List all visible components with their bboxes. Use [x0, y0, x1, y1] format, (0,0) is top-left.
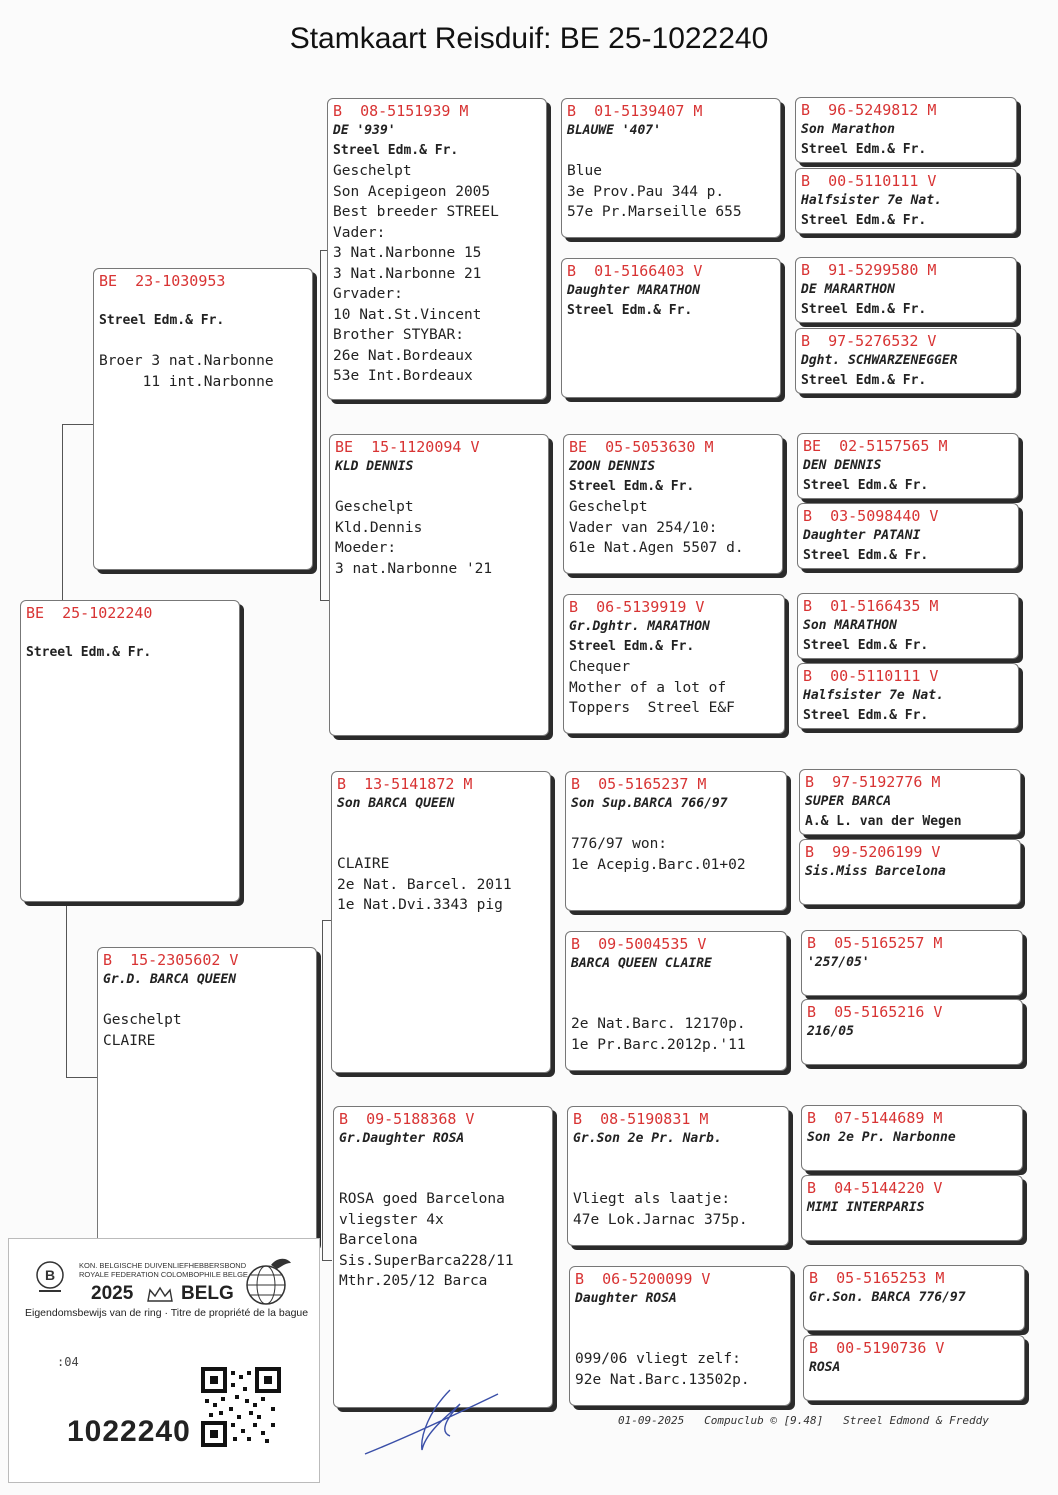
- pigeon-name: Daughter PATANI: [803, 528, 921, 543]
- pigeon-card-ggg11: [801, 930, 1023, 996]
- pigeon-name: DE MARARTHON: [801, 282, 895, 297]
- federation-logo: [33, 1259, 67, 1297]
- ownership-sticker: [8, 1238, 320, 1483]
- pigeon-name: Daughter MARATHON: [567, 283, 701, 298]
- footer-credits: 01-09-2025 Compuclub © [9.48] Streel Edmond & Freddy: [618, 1414, 989, 1427]
- performance-line: 3 nat.Narbonne '21: [335, 560, 493, 577]
- performance-line: Geschelpt: [335, 499, 414, 515]
- pigeon-name: Halfsister 7e Nat.: [803, 688, 944, 703]
- performance-line: Sis.SuperBarca228/11: [339, 1252, 514, 1269]
- pigeon-name: Sis.Miss Barcelona: [805, 864, 946, 879]
- performance-line: 61e Nat.Agen 5507 d.: [569, 540, 744, 556]
- page-title: Stamkaart Reisduif: BE 25-1022240: [289, 22, 769, 55]
- spacer: [337, 814, 545, 834]
- pigeon-card-ggg3: [795, 257, 1017, 323]
- performance-line: 1e Nat.Dvi.3343 pig: [337, 897, 503, 913]
- sticker-code: :04: [57, 1355, 79, 1369]
- owner-name: Streel Edm.& Fr.: [801, 302, 927, 317]
- pigeon-card-gg8: [569, 1266, 791, 1406]
- ring-number-header: B 09-5188368 V: [339, 1110, 475, 1128]
- sticker-year: 2025: [91, 1283, 134, 1304]
- owner-name: Streel Edm.& Fr.: [333, 143, 459, 158]
- owner-name: Streel Edm.& Fr.: [801, 213, 927, 228]
- pigeon-name: Halfsister 7e Nat.: [801, 193, 942, 208]
- ring-number-header: B 00-5110111 V: [801, 172, 937, 190]
- owner-name: Streel Edm.& Fr.: [99, 313, 225, 328]
- ring-number-header: B 06-5139919 V: [569, 598, 705, 616]
- ring-number-header: B 09-5004535 V: [571, 935, 707, 953]
- performance-line: Kld.Dennis: [335, 519, 423, 536]
- performance-line: 3 Nat.Narbonne 21: [333, 265, 482, 282]
- connector: [66, 1077, 98, 1078]
- performance-line: ROSA goed Barcelona: [339, 1191, 505, 1207]
- pigeon-name: 216/05: [807, 1024, 854, 1039]
- performance-line: Geschelpt: [333, 163, 412, 179]
- performance-line: Mother of a lot of: [569, 679, 727, 696]
- ring-number-header: B 05-5165253 M: [809, 1269, 945, 1287]
- owner-name: Streel Edm.& Fr.: [26, 645, 152, 660]
- pigeon-card-gg1: [561, 98, 781, 238]
- performance-line: Moeder:: [335, 540, 397, 556]
- pigeon-card-gg3: [563, 434, 783, 574]
- connector: [62, 424, 63, 604]
- owner-name: Streel Edm.& Fr.: [803, 478, 929, 493]
- spacer: [573, 1169, 783, 1189]
- spacer: [567, 141, 775, 161]
- pigeon-card-ggg13: [801, 1105, 1023, 1171]
- pigeon-card-dam-line-2: [333, 1106, 553, 1408]
- performance-line: Barcelona: [339, 1232, 418, 1248]
- performance-line: 3e Prov.Pau 344 p.: [567, 183, 725, 200]
- spacer: [571, 974, 781, 994]
- ring-number-header: BE 05-5053630 M: [569, 438, 714, 456]
- pigeon-card-ggg4: [795, 328, 1017, 394]
- pigeon-card-sire-line-2: [329, 434, 549, 736]
- performance-line: Geschelpt: [103, 1012, 182, 1028]
- connector: [320, 250, 321, 600]
- pigeon-card-subject: [20, 600, 240, 902]
- owner-name: Streel Edm.& Fr.: [569, 479, 695, 494]
- performance-line: Broer 3 nat.Narbonne: [99, 353, 274, 369]
- pigeon-card-ggg15: [803, 1265, 1025, 1331]
- pigeon-name: ZOON DENNIS: [569, 459, 656, 474]
- ring-number-header: B 07-5144689 M: [807, 1109, 943, 1127]
- performance-line: 26e Nat.Bordeaux: [333, 347, 473, 364]
- ring-number-header: B 01-5166435 M: [803, 597, 939, 615]
- ring-number-header: B 05-5165257 M: [807, 934, 943, 952]
- pigeon-card-dam-line-1: [331, 771, 551, 1073]
- performance-line: 2e Nat.Barc. 12170p.: [571, 1016, 746, 1032]
- pigeon-card-gg2: [561, 258, 781, 398]
- ring-number-header: BE 25-1022240: [26, 604, 153, 622]
- performance-line: CLAIRE: [337, 856, 390, 872]
- spacer: [575, 1309, 785, 1329]
- performance-line: Vliegt als laatje:: [573, 1191, 731, 1207]
- performance-line: 53e Int.Bordeaux: [333, 368, 473, 384]
- pigeon-card-ggg6: [797, 503, 1019, 569]
- signature: [360, 1380, 510, 1460]
- ring-number-header: B 00-5190736 V: [809, 1339, 945, 1357]
- pigeon-name: MIMI INTERPARIS: [807, 1200, 925, 1215]
- pigeon-card-ggg16: [803, 1335, 1025, 1401]
- performance-line: 1e Acepig.Barc.01+02: [571, 856, 746, 873]
- crown-icon: [145, 1285, 175, 1305]
- qr-code-icon: [201, 1367, 281, 1447]
- pigeon-card-gg4: [563, 594, 785, 734]
- ring-number-header: BE 15-1120094 V: [335, 438, 480, 456]
- performance-line: Vader van 254/10:: [569, 519, 718, 536]
- performance-line: 3 Nat.Narbonne 15: [333, 245, 482, 261]
- performance-line: 57e Pr.Marseille 655: [567, 204, 742, 220]
- connector: [66, 905, 67, 1077]
- spacer: [99, 291, 307, 311]
- pigeon-name: Dght. SCHWARZENEGGER: [801, 353, 958, 368]
- ownership-title: Eigendomsbewijs van de ring · Titre de propriété de la bague: [25, 1307, 309, 1319]
- ring-number-header: BE 02-5157565 M: [803, 437, 948, 455]
- owner-name: Streel Edm.& Fr.: [803, 638, 929, 653]
- performance-line: vliegster 4x: [339, 1211, 444, 1228]
- ring-number-header: B 97-5276532 V: [801, 332, 937, 350]
- pigeon-card-ggg2: [795, 168, 1017, 234]
- performance-line: 1e Pr.Barc.2012p.'11: [571, 1036, 746, 1053]
- spacer: [573, 1149, 783, 1169]
- pigeon-card-gg7: [567, 1106, 789, 1246]
- connector: [322, 920, 323, 1260]
- ring-number-header: B 08-5151939 M: [333, 102, 469, 120]
- ring-number-header: B 15-2305602 V: [103, 951, 239, 969]
- pigeon-name: '257/05': [807, 955, 870, 970]
- spacer: [339, 1169, 547, 1189]
- pigeon-card-ggg14: [801, 1175, 1023, 1241]
- pigeon-name: Son 2e Pr. Narbonne: [807, 1130, 956, 1145]
- ring-number: 1022240: [67, 1415, 191, 1448]
- ring-number-header: B 03-5098440 V: [803, 507, 939, 525]
- pigeon-name: Son Sup.BARCA 766/97: [571, 796, 728, 811]
- pigeon-card-ggg7: [797, 593, 1019, 659]
- pigeon-name: KLD DENNIS: [335, 459, 414, 474]
- spacer: [335, 477, 543, 497]
- ring-number-header: B 08-5190831 M: [573, 1110, 709, 1128]
- ring-number-header: B 06-5200099 V: [575, 1270, 711, 1288]
- pigeon-card-gg5: [565, 771, 787, 911]
- pigeon-name: Gr.Daughter ROSA: [339, 1131, 465, 1146]
- performance-line: Blue: [567, 163, 602, 179]
- owner-name: Streel Edm.& Fr.: [803, 708, 929, 723]
- pigeon-card-ggg1: [795, 97, 1017, 163]
- performance-line: 10 Nat.St.Vincent: [333, 306, 482, 323]
- performance-line: 47e Lok.Jarnac 375p.: [573, 1211, 748, 1228]
- pigeon-card-sibling: [93, 268, 313, 570]
- ring-number-header: B 01-5166403 V: [567, 262, 703, 280]
- pigeon-name: Gr.Dghtr. MARATHON: [569, 619, 710, 634]
- pigeon-name: Daughter ROSA: [575, 1291, 677, 1306]
- performance-line: Grvader:: [333, 286, 403, 302]
- performance-line: Mthr.205/12 Barca: [339, 1273, 488, 1289]
- spacer: [339, 1149, 547, 1169]
- performance-line: Vader:: [333, 224, 386, 241]
- spacer: [103, 990, 311, 1010]
- pigeon-name: ROSA: [809, 1360, 841, 1375]
- pigeon-card-ggg5: [797, 433, 1019, 499]
- pigeon-name: Gr.Son. BARCA 776/97: [809, 1290, 966, 1305]
- owner-name: Streel Edm.& Fr.: [801, 373, 927, 388]
- performance-line: Best breeder STREEL: [333, 204, 499, 220]
- pigeon-name: Gr.Son 2e Pr. Narb.: [573, 1131, 722, 1146]
- ring-number-header: B 96-5249812 M: [801, 101, 937, 119]
- pigeon-name: Son Marathon: [801, 122, 895, 137]
- owner-name: Streel Edm.& Fr.: [569, 639, 695, 654]
- spacer: [99, 331, 307, 351]
- pigeon-card-ggg9: [799, 769, 1021, 835]
- performance-line: 2e Nat. Barcel. 2011: [337, 876, 512, 893]
- performance-line: 92e Nat.Barc.13502p.: [575, 1371, 750, 1388]
- ring-number-header: B 99-5206199 V: [805, 843, 941, 861]
- pigeon-card-sire-line-1: [327, 98, 547, 400]
- pigeon-card-mother: [97, 947, 317, 1247]
- owner-name: Streel Edm.& Fr.: [803, 548, 929, 563]
- pigeon-name: DE '939': [333, 123, 396, 138]
- performance-line: Son Acepigeon 2005: [333, 183, 491, 200]
- globe-pigeon-icon: [235, 1255, 297, 1307]
- pigeon-name: Gr.D. BARCA QUEEN: [103, 972, 237, 987]
- pigeon-card-ggg8: [797, 663, 1019, 729]
- federation-logo-letter: B: [44, 1267, 56, 1283]
- spacer: [337, 834, 545, 854]
- sticker-country: BELG: [181, 1283, 234, 1304]
- performance-line: 099/06 vliegt zelf:: [575, 1351, 741, 1367]
- pigeon-name: Son MARATHON: [803, 618, 897, 633]
- ring-number-header: B 91-5299580 M: [801, 261, 937, 279]
- spacer: [571, 994, 781, 1014]
- spacer: [571, 814, 781, 834]
- performance-line: Geschelpt: [569, 499, 648, 515]
- pigeon-name: SUPER BARCA: [805, 794, 892, 809]
- federation-name-fr: ROYALE FEDERATION COLOMBOPHILE BELGE: [79, 1270, 248, 1279]
- ring-number-header: B 04-5144220 V: [807, 1179, 943, 1197]
- ring-number-header: B 05-5165237 M: [571, 775, 707, 793]
- ring-number-header: B 97-5192776 M: [805, 773, 941, 791]
- pigeon-name: BLAUWE '407': [567, 123, 661, 138]
- pigeon-name: BARCA QUEEN CLAIRE: [571, 956, 712, 971]
- connector: [62, 424, 94, 425]
- performance-line: 776/97 won:: [571, 836, 668, 852]
- performance-line: Brother STYBAR:: [333, 327, 464, 343]
- performance-line: CLAIRE: [103, 1032, 156, 1049]
- ring-number-header: B 13-5141872 M: [337, 775, 473, 793]
- performance-line: Chequer: [569, 659, 631, 675]
- pigeon-card-ggg12: [801, 999, 1023, 1065]
- ring-number-header: B 05-5165216 V: [807, 1003, 943, 1021]
- owner-name: A.& L. van der Wegen: [805, 814, 962, 829]
- owner-name: Streel Edm.& Fr.: [567, 303, 693, 318]
- spacer: [575, 1329, 785, 1349]
- federation-name-nl: KON. BELGISCHE DUIVENLIEFHEBBERSBOND: [79, 1261, 247, 1270]
- owner-name: Streel Edm.& Fr.: [801, 142, 927, 157]
- pigeon-card-gg6: [565, 931, 787, 1071]
- performance-line: 11 int.Narbonne: [99, 373, 274, 390]
- pigeon-name: DEN DENNIS: [803, 458, 882, 473]
- pigeon-name: Son BARCA QUEEN: [337, 796, 455, 811]
- ring-number-header: B 00-5110111 V: [803, 667, 939, 685]
- connector: [322, 1260, 332, 1261]
- performance-line: Toppers Streel E&F: [569, 700, 735, 716]
- spacer: [26, 623, 234, 643]
- ring-number-header: BE 23-1030953: [99, 272, 226, 290]
- pigeon-card-ggg10: [799, 839, 1021, 905]
- ring-number-header: B 01-5139407 M: [567, 102, 703, 120]
